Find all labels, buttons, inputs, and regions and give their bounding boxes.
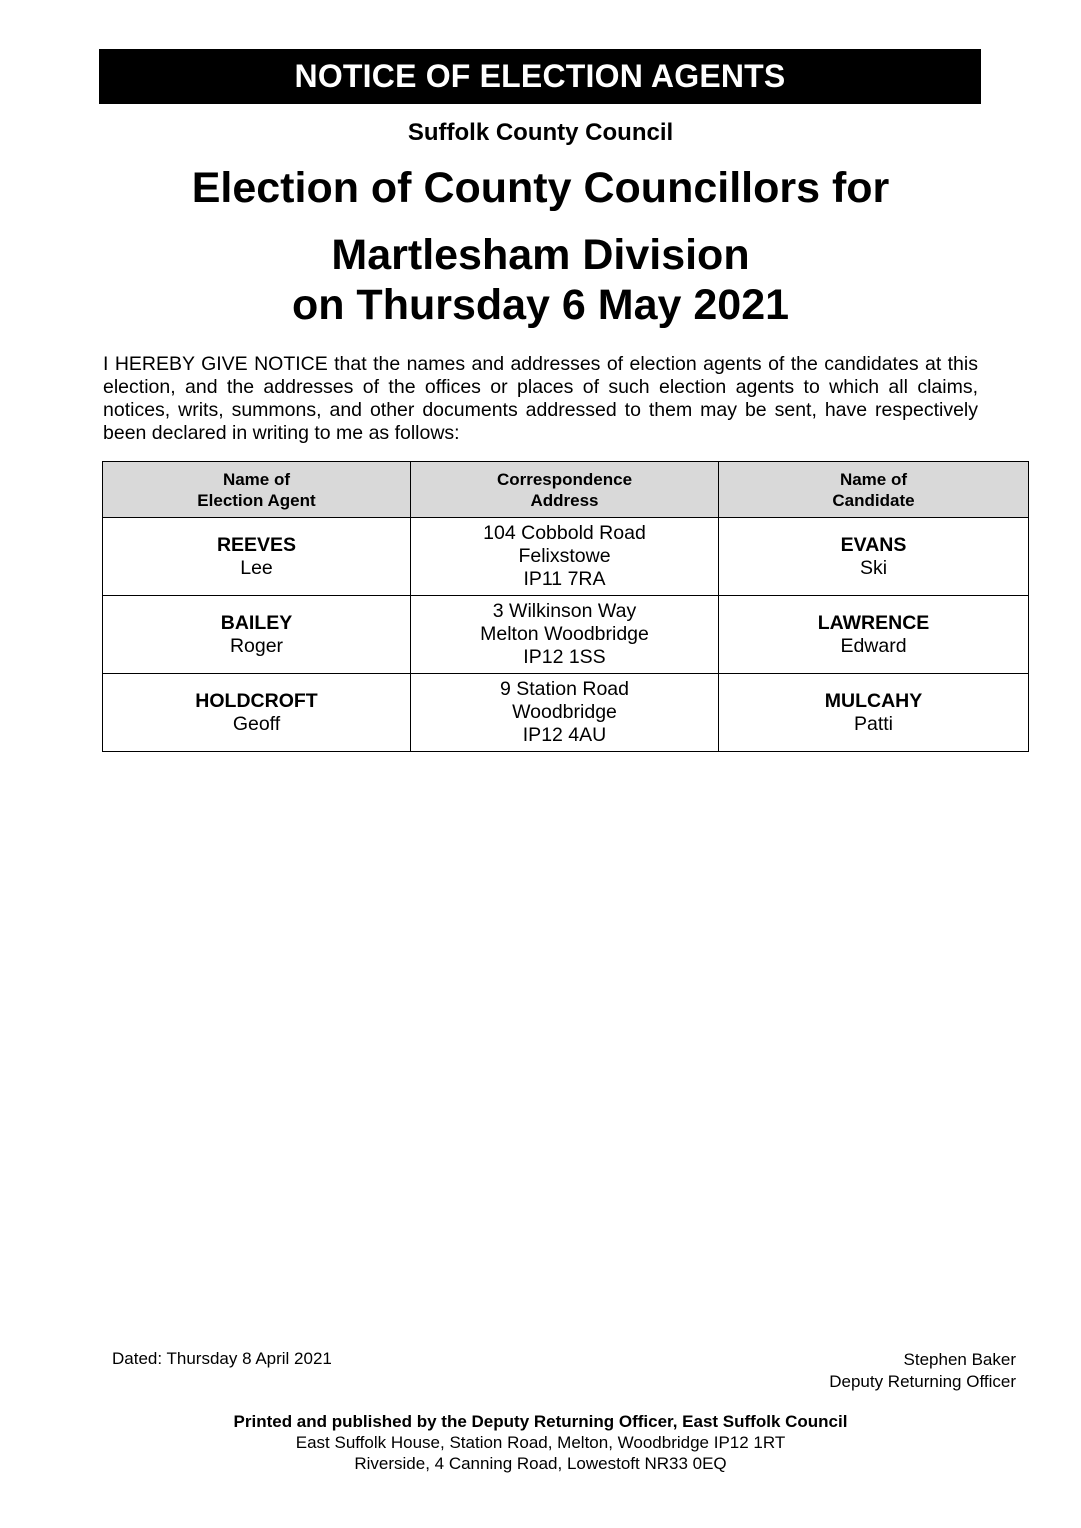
address-line: Melton Woodbridge	[480, 623, 649, 645]
table-row	[103, 674, 1029, 752]
signature-block	[829, 1349, 1016, 1393]
agent-name-cell	[103, 518, 411, 596]
agent-name-cell	[103, 596, 411, 674]
candidate-surname: EVANS	[840, 533, 907, 556]
election-title-line-3: on Thursday 6 May 2021	[291, 281, 790, 329]
candidate-forename: Ski	[859, 556, 888, 579]
address-line: 104 Cobbold Road	[483, 522, 646, 544]
imprint-footer	[0, 1411, 1081, 1474]
imprint-address-1: East Suffolk House, Station Road, Melton, Woodbridge IP12 1RT	[295, 1433, 786, 1452]
election-agents-table	[102, 461, 1029, 752]
agent-surname: BAILEY	[220, 611, 293, 634]
address-cell	[411, 674, 719, 752]
header-correspondence-address: Correspondence Address	[411, 462, 719, 518]
agent-surname: REEVES	[216, 533, 297, 556]
agent-name-cell	[103, 674, 411, 752]
candidate-surname: MULCAHY	[824, 689, 923, 712]
table-header-row	[103, 462, 1029, 518]
address-line: 9 Station Road	[499, 678, 629, 700]
election-title-line-1: Election of County Councillors for	[191, 164, 890, 212]
council-name: Suffolk County Council	[407, 119, 674, 146]
imprint-address-2: Riverside, 4 Canning Road, Lowestoft NR33 0EQ	[354, 1454, 727, 1473]
address-cell	[411, 518, 719, 596]
candidate-forename: Edward	[840, 634, 907, 657]
address-cell	[411, 596, 719, 674]
address-line: 3 Wilkinson Way	[492, 600, 637, 622]
agent-surname: HOLDCROFT	[195, 689, 318, 712]
address-line: Woodbridge	[512, 701, 617, 723]
header-candidate: Name of Candidate	[719, 462, 1029, 518]
notice-paragraph: I HEREBY GIVE NOTICE that the names and addresses of election agents of the candidates at this election, and the addresses of the offices or places of such election agents to which all claims, notices, writs, summons, and other documents addressed to them may be sent, have respectively been declared in writing to me as follows:	[103, 353, 978, 444]
table-row	[103, 596, 1029, 674]
candidate-name-cell	[719, 596, 1029, 674]
agent-forename: Lee	[240, 556, 273, 579]
agent-forename: Geoff	[232, 712, 281, 735]
candidate-name-cell	[719, 518, 1029, 596]
address-postcode: IP12 1SS	[523, 646, 606, 668]
agent-forename: Roger	[229, 634, 284, 657]
candidate-name-cell	[719, 674, 1029, 752]
signatory-name: Stephen Baker	[903, 1350, 1016, 1369]
address-postcode: IP12 4AU	[522, 724, 607, 746]
header-election-agent: Name of Election Agent	[103, 462, 411, 518]
dated-line: Dated: Thursday 8 April 2021	[112, 1349, 332, 1368]
imprint-publisher: Printed and published by the Deputy Returning Officer, East Suffolk Council	[233, 1412, 848, 1431]
election-title-line-2: Martlesham Division	[331, 231, 750, 279]
table-row	[103, 518, 1029, 596]
candidate-surname: LAWRENCE	[817, 611, 930, 634]
address-line: Felixstowe	[518, 545, 611, 567]
candidate-forename: Patti	[853, 712, 894, 735]
notice-banner: NOTICE OF ELECTION AGENTS	[99, 49, 981, 104]
signatory-title: Deputy Returning Officer	[829, 1372, 1016, 1391]
address-postcode: IP11 7RA	[523, 568, 606, 590]
